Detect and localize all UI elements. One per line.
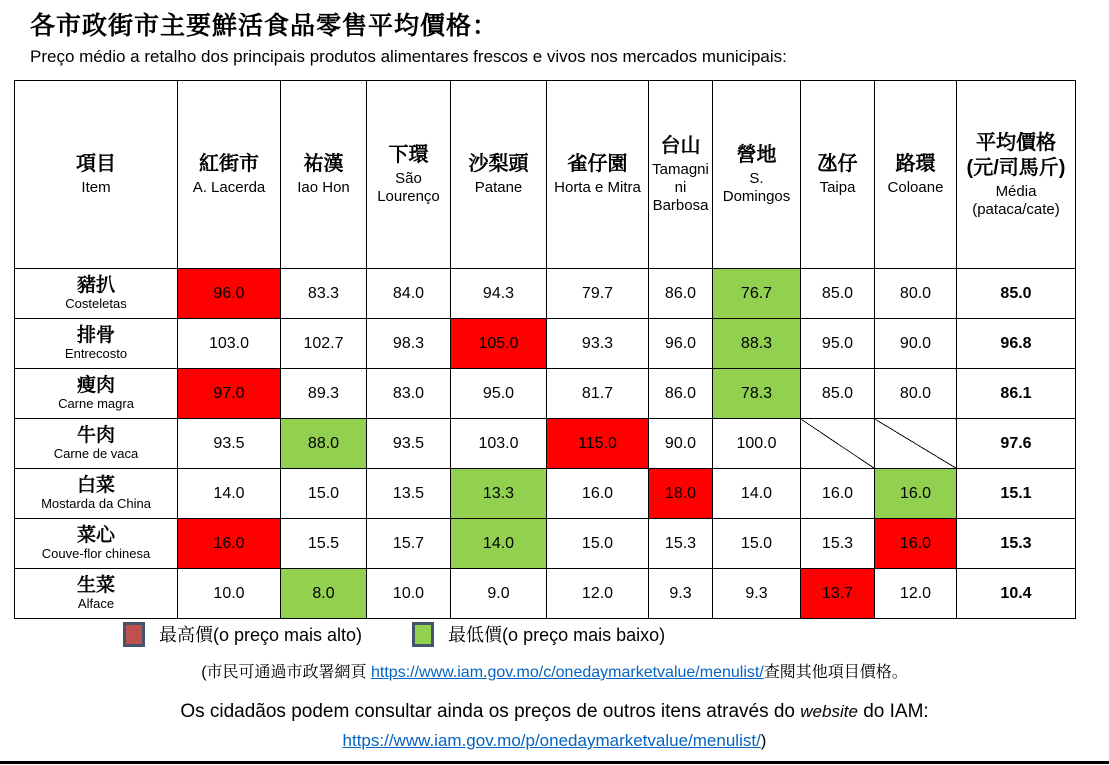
average-cell: 10.4 [957,569,1076,619]
market-column-header-zh: 紅街市 [199,153,259,175]
table-row [15,319,1076,369]
average-cell: 15.3 [957,519,1076,569]
table-row [15,369,1076,419]
price-cell: 14.0 [451,519,547,569]
price-cell: 15.3 [649,519,713,569]
footnote-zh-prefix: (市民可通過市政署網頁 [201,664,371,681]
price-cell: 89.3 [281,369,367,419]
item-name-pt: Carne de vaca [53,445,139,461]
table-row [15,469,1076,519]
price-cell: 76.7 [713,269,801,319]
price-cell: 15.5 [281,519,367,569]
item-name-zh: 牛肉 [76,425,115,447]
price-cell: 97.0 [178,369,281,419]
item-cell [15,419,178,469]
average-cell: 96.8 [957,319,1076,369]
price-cell: 84.0 [367,269,451,319]
item-name-pt: Alface [77,595,115,611]
price-cell: 80.0 [875,369,957,419]
price-cell: 9.0 [451,569,547,619]
footnote-zh-suffix: 查閱其他項目價格。 [763,664,908,681]
price-cell: 12.0 [547,569,649,619]
market-column-header-zh: 沙梨頭 [468,153,529,175]
table-row [15,519,1076,569]
market-column-header-zh: 氹仔 [817,153,858,175]
price-cell: 95.0 [801,319,875,369]
price-cell: 79.7 [547,269,649,319]
item-column-header-pt: Item [81,179,111,196]
market-column-header-pt: Iao Hon [297,179,350,196]
market-column-header-zh: 台山 [660,135,701,157]
highest-price-label: 最高價(o preço mais alto) [159,625,363,645]
price-cell: 83.0 [367,369,451,419]
price-cell: 14.0 [713,469,801,519]
footnote-zh [0,659,1109,682]
average-cell: 85.0 [957,269,1076,319]
average-cell: 97.6 [957,419,1076,469]
price-cell: 93.5 [178,419,281,469]
footnote-pt-website-word: website [800,702,858,721]
item-name-pt: Couve-flor chinesa [41,545,151,561]
legend [123,621,665,647]
price-cell: 93.3 [547,319,649,369]
market-column-header-pt: Taipa [819,179,856,196]
price-cell: 96.0 [178,269,281,319]
price-cell: 105.0 [451,319,547,369]
average-column-header-pt: Média (pataca/cate) [972,182,1060,218]
price-cell: 16.0 [178,519,281,569]
footnote-pt-link-line [0,731,1109,751]
price-cell: 103.0 [451,419,547,469]
price-cell: 10.0 [367,569,451,619]
empty-cell [875,419,957,469]
average-cell: 86.1 [957,369,1076,419]
average-column-header [957,81,1076,269]
footnote-pt-closing-paren: ) [760,731,767,750]
item-name-zh: 瘦肉 [76,375,115,397]
table-header-row [15,81,1076,269]
price-cell: 10.0 [178,569,281,619]
page-subtitle: Preço médio a retalho dos principais produtos alimentares frescos e vivos nos mercados municipais: [30,47,787,66]
iam-link-pt[interactable]: https://www.iam.gov.mo/p/onedaymarketvalue/menulist/ [342,731,761,750]
market-column-header-pt: Patane [474,179,523,196]
price-cell: 85.0 [801,369,875,419]
table-row [15,269,1076,319]
footnote-pt [0,701,1109,723]
market-column-header [178,81,281,269]
item-cell [15,369,178,419]
price-cell: 115.0 [547,419,649,469]
price-cell: 16.0 [875,469,957,519]
price-cell: 102.7 [281,319,367,369]
price-cell: 15.7 [367,519,451,569]
footnote-pt-prefix: Os cidadãos podem consultar ainda os preços de outros itens através do [180,701,801,722]
page-bottom-border [0,761,1109,764]
average-column-header-zh: 平均價格(元/司馬斤) [966,131,1066,179]
lowest-price-swatch-icon [412,622,434,647]
item-name-pt: Carne magra [58,395,134,411]
market-column-header-pt: Horta e Mitra [554,179,641,196]
market-column-header-zh: 營地 [736,144,777,166]
price-cell: 15.0 [281,469,367,519]
market-column-header [801,81,875,269]
iam-link-zh[interactable]: https://www.iam.gov.mo/c/onedaymarketvalue/menulist/ [371,664,764,681]
table-row [15,569,1076,619]
lowest-price-label: 最低價(o preço mais baixo) [448,625,666,645]
market-column-header [875,81,957,269]
market-column-header-zh: 下環 [388,144,429,166]
market-column-header-zh: 雀仔園 [567,153,628,175]
empty-cell [801,419,875,469]
price-cell: 90.0 [875,319,957,369]
market-price-table [14,80,1076,619]
price-cell: 9.3 [649,569,713,619]
price-cell: 15.0 [547,519,649,569]
market-column-header-zh: 祐漢 [303,153,344,175]
item-cell [15,569,178,619]
price-cell: 16.0 [801,469,875,519]
price-cell: 81.7 [547,369,649,419]
highest-price-swatch-icon [123,622,145,647]
price-cell: 88.0 [281,419,367,469]
item-name-zh: 菜心 [76,525,115,547]
average-cell: 15.1 [957,469,1076,519]
footnote-pt-suffix: do IAM: [857,701,929,722]
market-column-header-pt: São Lourenço [377,170,440,205]
price-cell: 16.0 [875,519,957,569]
market-column-header [367,81,451,269]
market-column-header-pt: Coloane [887,179,944,196]
item-cell [15,519,178,569]
price-cell: 80.0 [875,269,957,319]
market-column-header [649,81,713,269]
price-cell: 9.3 [713,569,801,619]
page-title: 各市政街市主要鮮活食品零售平均價格： [30,12,499,40]
market-column-header-pt: Tamagnini Barbosa [652,161,709,214]
price-cell: 83.3 [281,269,367,319]
price-cell: 15.0 [713,519,801,569]
item-name-zh: 排骨 [76,325,115,347]
price-cell: 85.0 [801,269,875,319]
item-name-pt: Entrecosto [64,345,128,361]
item-cell [15,469,178,519]
item-column-header [15,81,178,269]
table-row [15,419,1076,469]
item-column-header-zh: 項目 [76,153,116,175]
price-cell: 103.0 [178,319,281,369]
market-column-header [451,81,547,269]
market-column-header [713,81,801,269]
price-cell: 90.0 [649,419,713,469]
price-cell: 13.7 [801,569,875,619]
item-name-pt: Costeletas [65,295,127,311]
price-cell: 14.0 [178,469,281,519]
price-cell: 93.5 [367,419,451,469]
price-cell: 94.3 [451,269,547,319]
price-cell: 95.0 [451,369,547,419]
price-cell: 98.3 [367,319,451,369]
item-name-zh: 白菜 [76,475,115,497]
price-cell: 12.0 [875,569,957,619]
price-cell: 86.0 [649,369,713,419]
price-cell: 88.3 [713,319,801,369]
market-column-header [281,81,367,269]
market-column-header [547,81,649,269]
price-cell: 8.0 [281,569,367,619]
price-cell: 78.3 [713,369,801,419]
price-cell: 86.0 [649,269,713,319]
market-column-header-pt: S. Domingos [722,170,791,205]
item-cell [15,269,178,319]
item-name-zh: 生菜 [76,575,115,597]
market-column-header-zh: 路環 [895,153,936,175]
price-cell: 16.0 [547,469,649,519]
item-name-pt: Mostarda da China [41,495,151,511]
price-cell: 18.0 [649,469,713,519]
price-cell: 15.3 [801,519,875,569]
price-cell: 100.0 [713,419,801,469]
price-cell: 13.3 [451,469,547,519]
market-column-header-pt: A. Lacerda [192,179,266,196]
item-name-zh: 豬扒 [76,275,115,297]
item-cell [15,319,178,369]
price-cell: 96.0 [649,319,713,369]
price-cell: 13.5 [367,469,451,519]
